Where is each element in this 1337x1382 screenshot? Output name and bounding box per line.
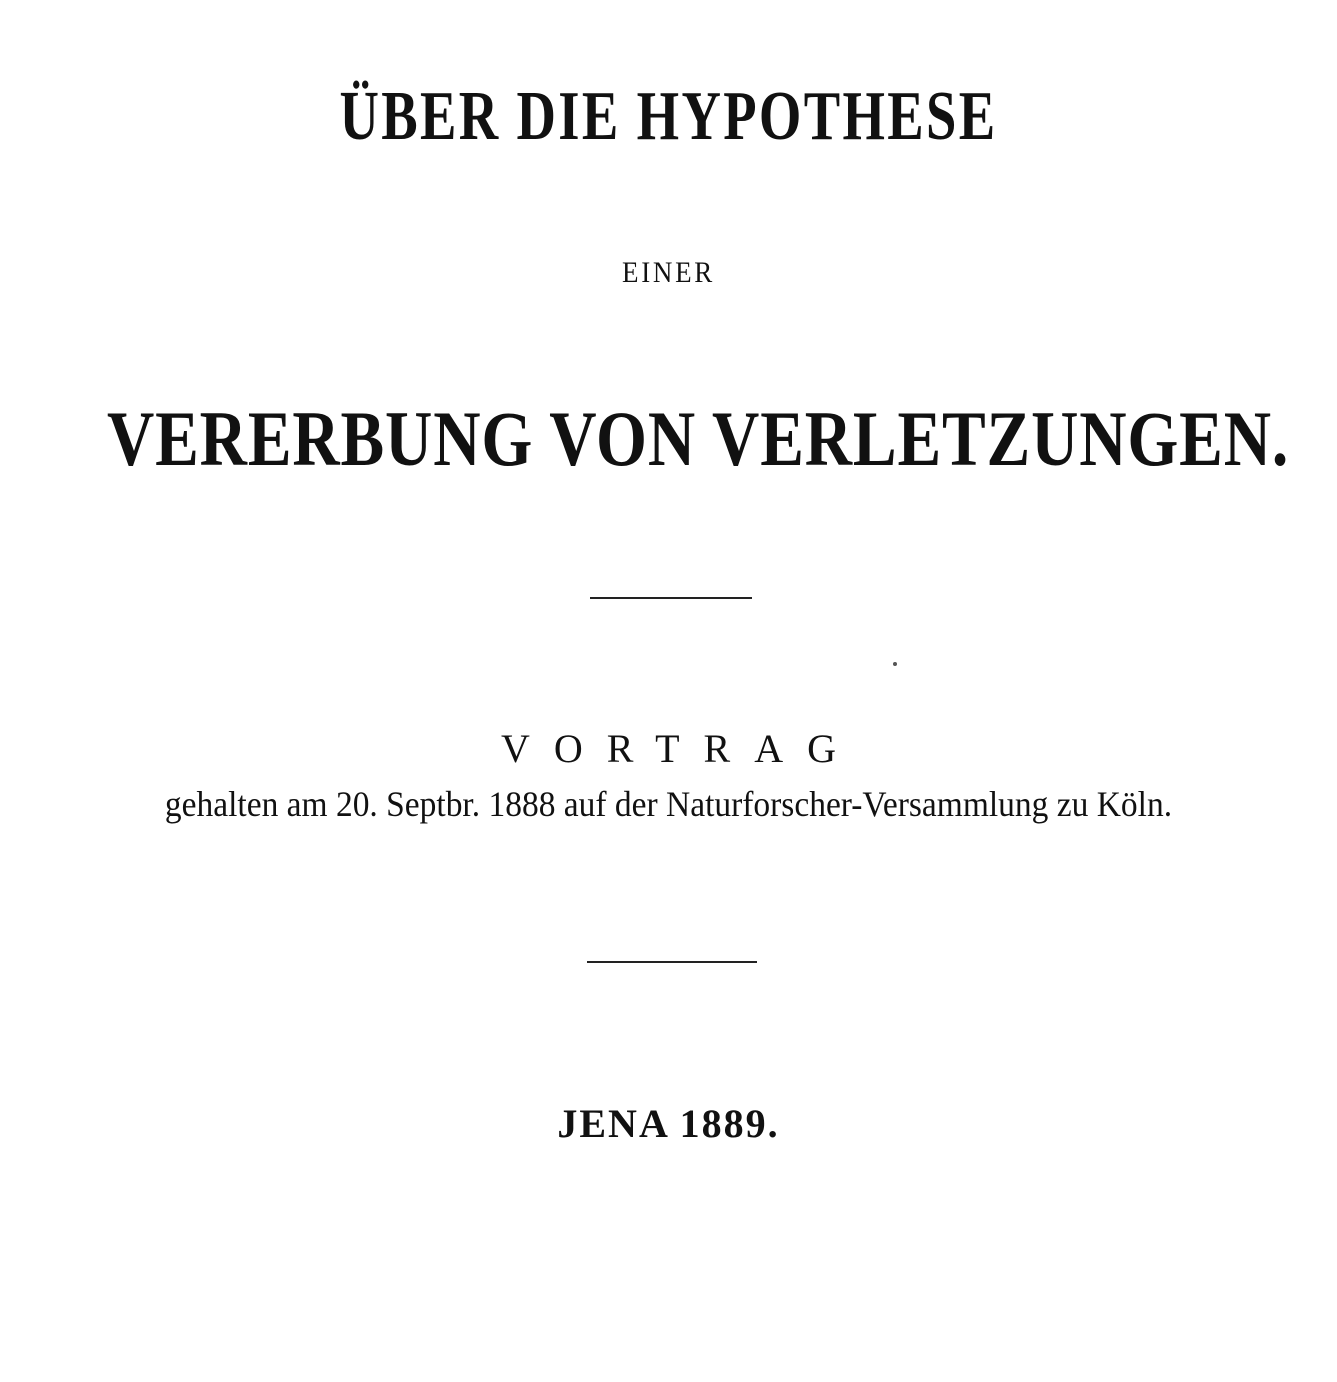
title-line-1: ÜBER DIE HYPOTHESE (339, 78, 998, 155)
title-connector: EINER (621, 256, 715, 289)
paper-speck (893, 662, 897, 666)
divider-rule-top (590, 597, 752, 599)
imprint-line: JENA 1889. (557, 1101, 780, 1146)
lecture-label: VORTRAG (501, 726, 860, 771)
divider-rule-bottom (587, 961, 757, 963)
title-line-2: VERERBUNG VON VERLETZUNGEN. (106, 395, 1290, 482)
lecture-note: gehalten am 20. Septbr. 1888 auf der Naturforscher-Versammlung zu Köln. (164, 784, 1173, 824)
